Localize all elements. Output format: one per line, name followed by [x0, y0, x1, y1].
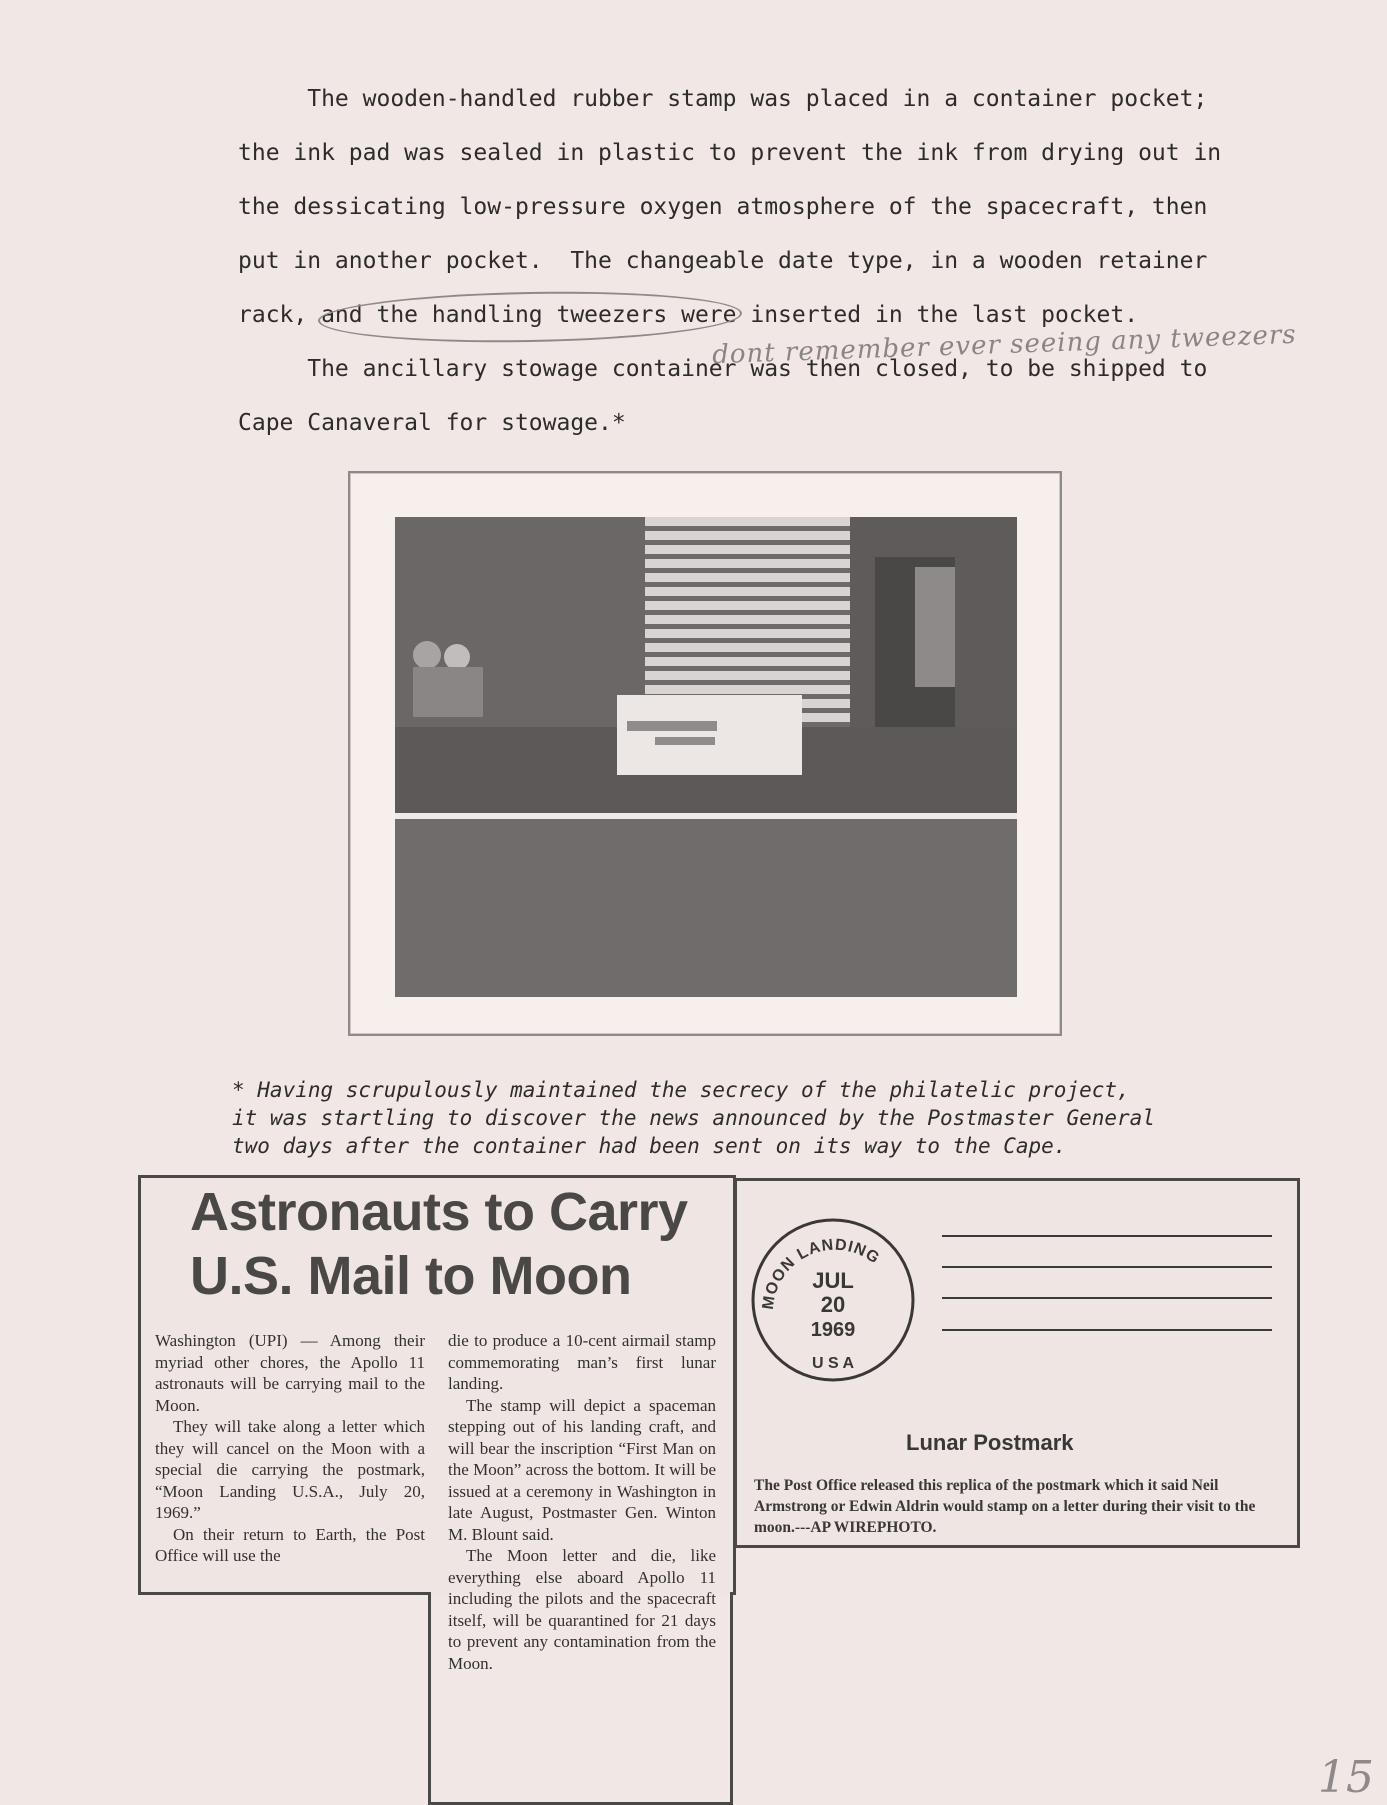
moon-landing-postmark — [738, 1200, 928, 1390]
pencil-circle-annotation — [318, 288, 743, 345]
headline-line-1: Astronauts to Carry — [190, 1182, 688, 1242]
postmark-day: 20 — [820, 1292, 846, 1317]
postmark-year: 1969 — [810, 1319, 856, 1341]
body-line-4: put in another pocket. The changeable date type, in a wooden retainer — [238, 248, 1208, 274]
body-line-3: the dessicating low-pressure oxygen atmosphere of the spacecraft, then — [238, 194, 1208, 220]
right-paragraph-3: The Moon letter and die, like everything else aboard Apollo 11 including the pilots and the spacecraft itself, will be quarantined for 21 days to prevent any contamination from the Moon. — [448, 1546, 716, 1673]
clipping-border-tail — [138, 1592, 430, 1595]
container-photo — [395, 517, 1017, 997]
handwritten-note: dont remember ever seeing any tweezers — [711, 319, 1298, 371]
clipping-headline — [190, 1180, 710, 1308]
postmark-month: JUL — [812, 1268, 854, 1293]
body-line-2: the ink pad was sealed in plastic to prevent the ink from drying out in — [238, 140, 1222, 166]
body-line-1: The wooden-handled rubber stamp was placed in a container pocket; — [238, 86, 1208, 112]
footnote — [232, 1076, 1155, 1160]
right-paragraph-2: The stamp will depict a spaceman stepping out of his landing craft, and will bear the inscription “First Man on the Moon” across the bottom. It will be issued at a ceremony in Washington in late August, Postmaster Gen. Winton M. Blount said. — [448, 1395, 716, 1544]
left-paragraph-2: They will take along a letter which they will cancel on the Moon with a special die carrying the postmark, “Moon Landing U.S.A., July 20, 1969.” — [155, 1417, 425, 1522]
table-edge — [395, 813, 1017, 819]
headline-line-2: U.S. Mail to Moon — [190, 1246, 632, 1306]
address-line-3 — [942, 1297, 1272, 1299]
footnote-line-2: it was startling to discover the news announced by the Postmaster General — [232, 1106, 1155, 1130]
body-line-6: The ancillary stowage container was then closed, to be shipped to — [238, 356, 1208, 382]
stowage-container-box — [617, 695, 802, 775]
footnote-line-1: * Having scrupulously maintained the secrecy of the philatelic project, — [232, 1078, 1130, 1102]
clipping-right-column — [448, 1330, 716, 1674]
address-line-1 — [942, 1235, 1272, 1237]
left-paragraph-1: Washington (UPI) — Among their myriad other chores, the Apollo 11 astronauts will be carrying mail to the Moon. — [155, 1331, 425, 1415]
postmark-country: U S A — [811, 1355, 855, 1372]
body-line-7: Cape Canaveral for stowage.* — [238, 410, 626, 436]
body-line-5: rack, and the handling tweezers were inserted in the last pocket. — [238, 302, 1139, 328]
postmark-caption-title: Lunar Postmark — [906, 1430, 1074, 1455]
left-paragraph-3: On their return to Earth, the Post Office will use the — [155, 1524, 425, 1565]
postmark-caption-text: The Post Office released this replica of the postmark which it said Neil Armstrong or Edwin Aldrin would stamp on a letter during their visit to the moon.---AP WIREPHOTO. — [754, 1477, 1256, 1536]
address-line-2 — [942, 1266, 1272, 1268]
page-number: 15 — [1318, 1752, 1374, 1803]
footnote-line-3: two days after the container had been sent on its way to the Cape. — [232, 1134, 1067, 1158]
postmark-ring-text: MOON LANDING — [759, 1236, 883, 1311]
right-paragraph-1: die to produce a 10-cent airmail stamp commemorating man’s first lunar landing. — [448, 1331, 716, 1393]
address-line-4 — [942, 1329, 1272, 1331]
clipping-left-column — [155, 1330, 425, 1567]
